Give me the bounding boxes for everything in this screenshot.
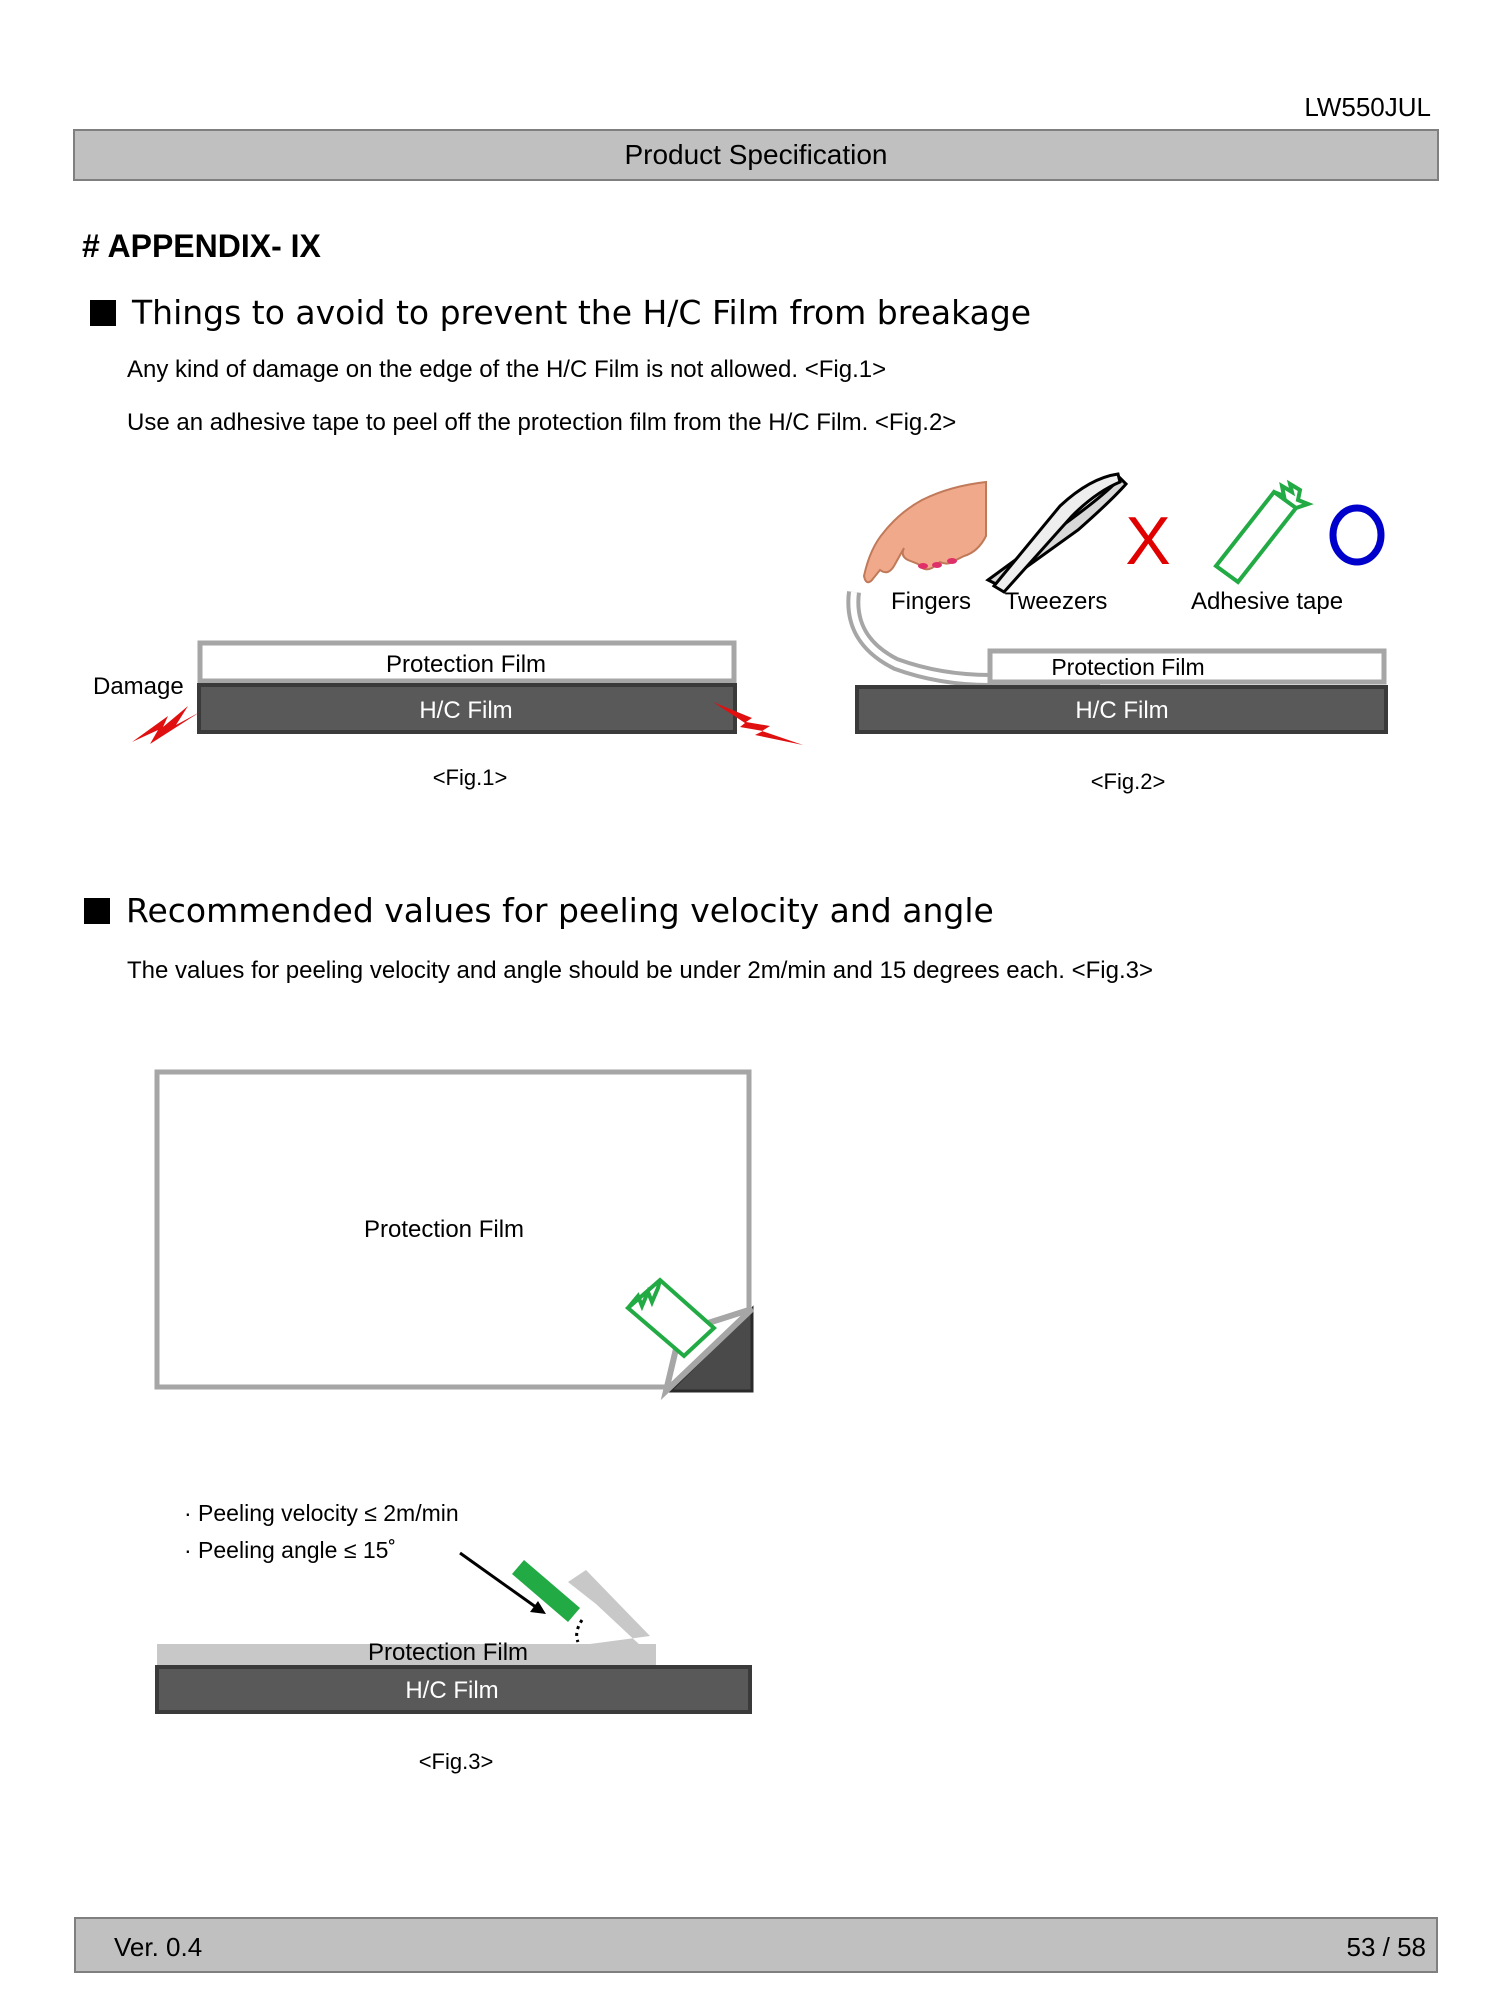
right-mark-icon [1333,508,1381,562]
fig3-angle-note: · Peeling angle ≤ 15˚ [184,1537,397,1563]
wrong-mark-icon: X [1125,503,1171,579]
document-code: LW550JUL [1304,92,1431,122]
fig2-protection-film-label: Protection Film [1051,654,1205,680]
fig1-damage-label: Damage [93,673,184,700]
fig3-side-view [157,1500,750,1774]
fig3-top-view [157,1072,752,1391]
damage-lightning-left-icon [132,706,200,744]
fig3-velocity-note: · Peeling velocity ≤ 2m/min [184,1500,459,1526]
footer-version: Ver. 0.4 [114,1932,203,1962]
footer-page-number: 53 / 58 [1346,1932,1426,1962]
angle-arc-icon [577,1620,582,1642]
fig2-tweezers-label: Tweezers [1004,588,1108,615]
tweezers-icon [988,474,1126,592]
section2-heading-text: Recommended values for peeling velocity and angle [126,891,994,930]
adhesive-tape-icon [1216,484,1308,582]
fig3-top-protection-film-label: Protection Film [363,1216,525,1243]
appendix-title: # APPENDIX- IX [82,228,321,264]
fig2-caption: <Fig.2> [1090,769,1166,794]
fig3-protection-film-label: Protection Film [367,1639,529,1666]
fingers-hand-icon [864,482,986,582]
fig3-tape-strip [512,1560,580,1622]
fig1-caption: <Fig.1> [432,765,508,790]
fig1-protection-film-label: Protection Film [385,651,547,678]
fig1-hc-film-label: H/C Film [419,697,513,724]
header-title: Product Specification [624,139,888,170]
fig2-fingers-label: Fingers [890,588,972,615]
fig3-hc-film-label: H/C Film [405,1677,499,1704]
fig1 [93,643,803,790]
section2-line1: The values for peeling velocity and angle should be under 2m/min and 15 degrees each. <Fig.3> [127,957,1153,984]
footer-bar [74,1917,1438,1973]
section1-line2: Use an adhesive tape to peel off the protection film from the H/C Film. <Fig.2> [127,409,957,436]
fig2-adhesive-tape-label: Adhesive tape [1190,588,1344,615]
fig3-caption: <Fig.3> [418,1749,494,1774]
section1-heading-text: Things to avoid to prevent the H/C Film from breakage [132,293,1032,332]
section1-line1: Any kind of damage on the edge of the H/C Film is not allowed. <Fig.1> [127,356,887,383]
fig2 [853,474,1386,794]
fig2-hc-film-label: H/C Film [1075,697,1169,724]
